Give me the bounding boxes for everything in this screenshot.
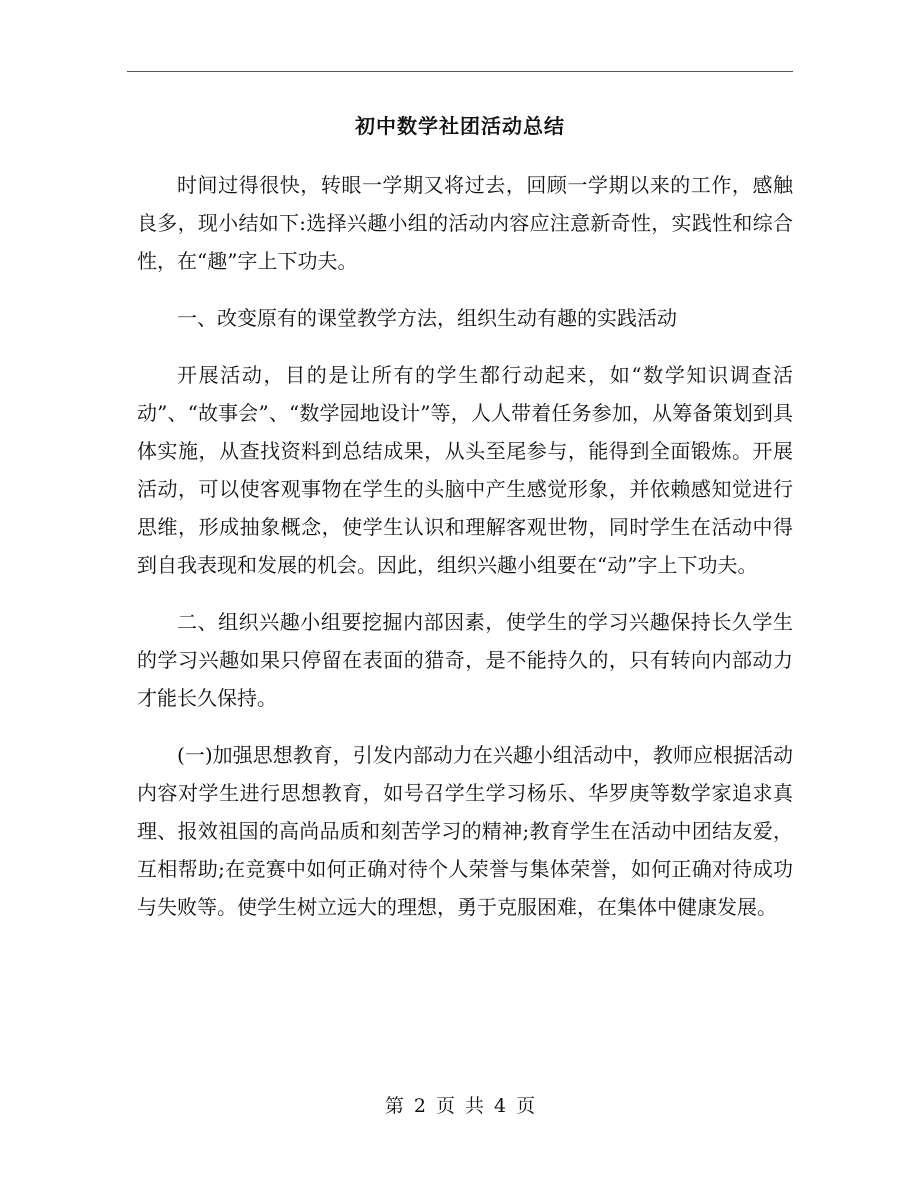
paragraph-ideological-education: (一)加强思想教育，引发内部动力在兴趣小组活动中，教师应根据活动内容对学生进行思想教育，如号召学生学习杨乐、华罗庚等数学家追求真理、报效祖国的高尚品质和刻苦学习的精神;教育学生在活动中团结友爱，互相帮助;在竞赛中如何正确对待个人荣誉与集体荣誉，如何正确对待成功与失败等。使学生树立远大的理想，勇于克服困难，在集体中健康发展。 — [137, 743, 793, 919]
page-number: 第 2 页 共 4 页 — [384, 1095, 536, 1117]
document-title: 初中数学社团活动总结 — [355, 114, 565, 138]
paragraph-heading-1: 一、改变原有的课堂教学方法，组织生动有趣的实践活动 — [177, 306, 677, 330]
paragraph-heading-2: 二、组织兴趣小组要挖掘内部因素，使学生的学习兴趣保持长久学生的学习兴趣如果只停留在表面的猎奇，是不能持久的，只有转向内部动力才能长久保持。 — [137, 610, 793, 710]
paragraph-activities: 开展活动，目的是让所有的学生都行动起来，如“数学知识调查活动”、“故事会”、“数学园地设计”等，人人带着任务参加，从筹备策划到具体实施，从查找资料到总结成果，从头至尾参与，能得到全面锻炼。开展活动，可以使客观事物在学生的头脑中产生感觉形象，并依赖感知觉进行思维，形成抽象概念，使学生认识和理解客观世物，同时学生在活动中得到自我表现和发展的机会。因此，组织兴趣小组要在“动”字上下功夫。 — [137, 363, 793, 577]
header-rule — [127, 71, 793, 72]
document-body — [137, 166, 793, 945]
paragraph-intro: 时间过得很快，转眼一学期又将过去，回顾一学期以来的工作，感触良多，现小结如下:选择兴趣小组的活动内容应注意新奇性，实践性和综合性，在“趣”字上下功夫。 — [137, 173, 793, 273]
